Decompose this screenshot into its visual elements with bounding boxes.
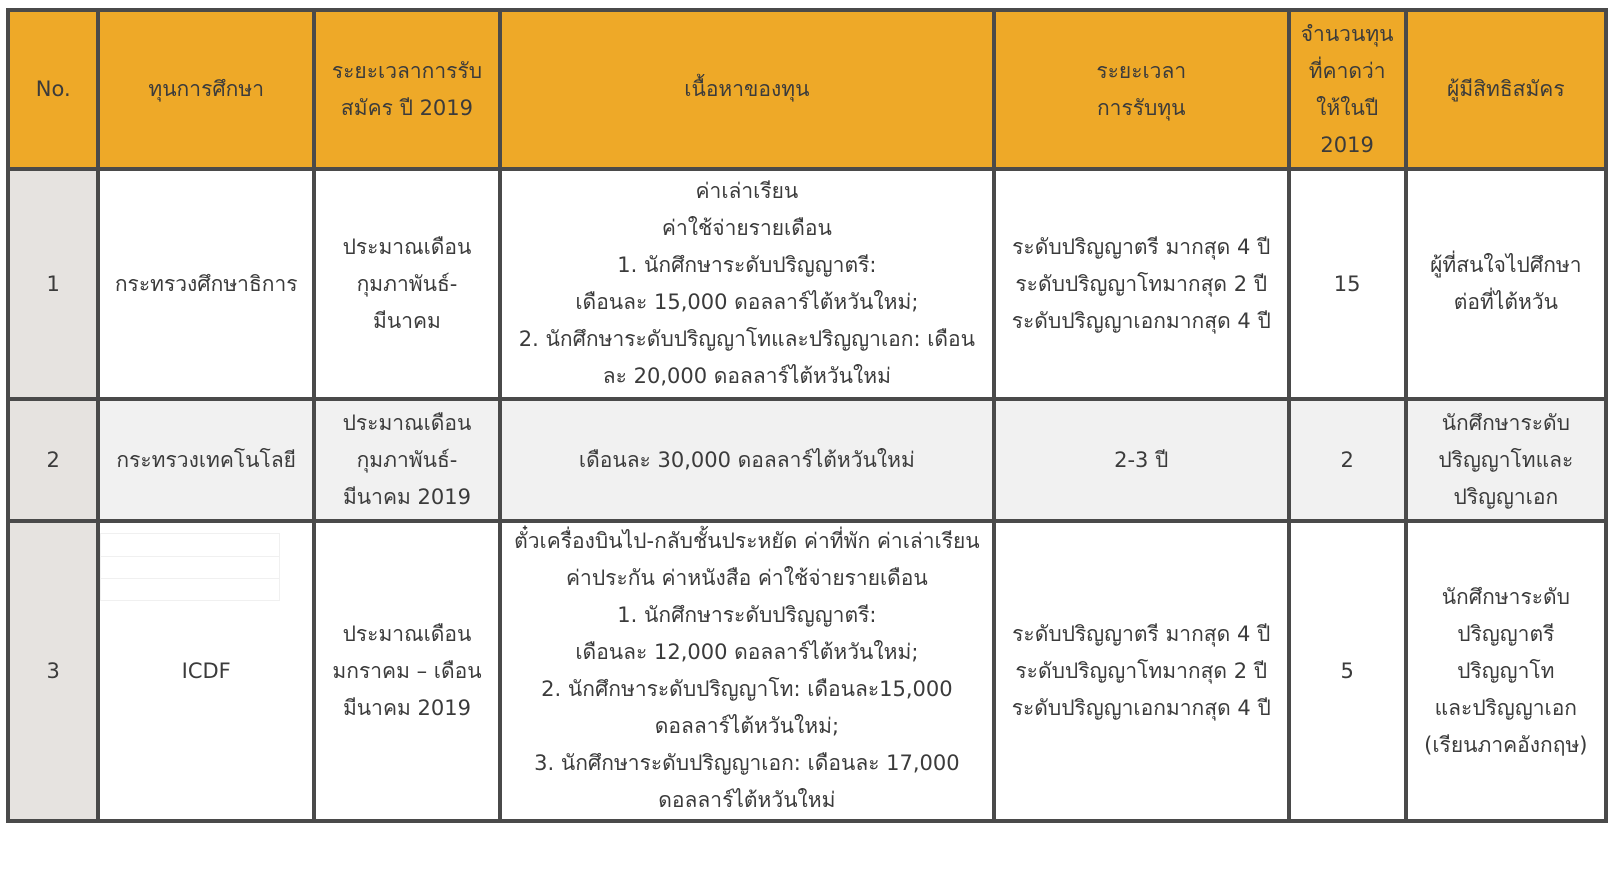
header-content: เนื้อหาของทุน <box>500 10 994 169</box>
cell-expected-count: 15 <box>1289 169 1406 399</box>
table-row <box>8 521 1606 821</box>
cell-duration: ระดับปริญญาตรี มากสุด 4 ปี ระดับปริญญาโทมากสุด 2 ปี ระดับปริญญาเอกมากสุด 4 ปี <box>994 521 1289 821</box>
header-no: No. <box>8 10 98 169</box>
logo-image-placeholder <box>100 533 280 601</box>
cell-scholarship: กระทรวงศึกษาธิการ <box>98 169 314 399</box>
table-header-row <box>8 10 1606 169</box>
scholarship-table <box>6 8 1608 823</box>
header-application-period: ระยะเวลาการรับ สมัคร ปี 2019 <box>314 10 500 169</box>
table-row <box>8 169 1606 399</box>
cell-eligibility: นักศึกษาระดับ ปริญญาตรี ปริญญาโท และปริญญาเอก (เรียนภาคอังกฤษ) <box>1406 521 1606 821</box>
header-scholarship: ทุนการศึกษา <box>98 10 314 169</box>
cell-content: เดือนละ 30,000 ดอลลาร์ไต้หวันใหม่ <box>500 399 994 521</box>
header-eligibility: ผู้มีสิทธิสมัคร <box>1406 10 1606 169</box>
cell-duration: 2-3 ปี <box>994 399 1289 521</box>
cell-application-period: ประมาณเดือน กุมภาพันธ์- มีนาคม 2019 <box>314 399 500 521</box>
cell-application-period: ประมาณเดือน มกราคม – เดือน มีนาคม 2019 <box>314 521 500 821</box>
cell-expected-count: 2 <box>1289 399 1406 521</box>
cell-scholarship: กระทรวงเทคโนโลยี <box>98 399 314 521</box>
cell-eligibility: ผู้ที่สนใจไปศึกษา ต่อที่ไต้หวัน <box>1406 169 1606 399</box>
scholarship-name: ICDF <box>181 658 231 683</box>
cell-no: 2 <box>8 399 98 521</box>
divider <box>101 556 279 557</box>
cell-content: ค่าเล่าเรียน ค่าใช้จ่ายรายเดือน 1. นักศึกษาระดับปริญญาตรี: เดือนละ 15,000 ดอลลาร์ไต้หวันใหม่; 2. นักศึกษาระดับปริญญาโทและปริญญาเอก: เดือน ละ 20,000 ดอลลาร์ไต้หวันใหม่ <box>500 169 994 399</box>
divider <box>101 578 279 579</box>
cell-eligibility: นักศึกษาระดับ ปริญญาโทและ ปริญญาเอก <box>1406 399 1606 521</box>
cell-no: 1 <box>8 169 98 399</box>
cell-expected-count: 5 <box>1289 521 1406 821</box>
cell-application-period: ประมาณเดือน กุมภาพันธ์- มีนาคม <box>314 169 500 399</box>
table-row <box>8 399 1606 521</box>
cell-no: 3 <box>8 521 98 821</box>
header-duration: ระยะเวลา การรับทุน <box>994 10 1289 169</box>
header-expected-count: จำนวนทุน ที่คาดว่า ให้ในปี 2019 <box>1289 10 1406 169</box>
cell-content: ตั๋วเครื่องบินไป-กลับชั้นประหยัด ค่าที่พัก ค่าเล่าเรียน ค่าประกัน ค่าหนังสือ ค่าใช้จ่ายรายเดือน 1. นักศึกษาระดับปริญญาตรี: เดือนละ 12,000 ดอลลาร์ไต้หวันใหม่; 2. นักศึกษาระดับปริญญาโท: เดือนละ15,000 ดอลลาร์ไต้หวันใหม่; 3. นักศึกษาระดับปริญญาเอก: เดือนละ 17,000 ดอลลาร์ไต้หวันใหม่ <box>500 521 994 821</box>
cell-scholarship <box>98 521 314 821</box>
cell-duration: ระดับปริญญาตรี มากสุด 4 ปี ระดับปริญญาโทมากสุด 2 ปี ระดับปริญญาเอกมากสุด 4 ปี <box>994 169 1289 399</box>
